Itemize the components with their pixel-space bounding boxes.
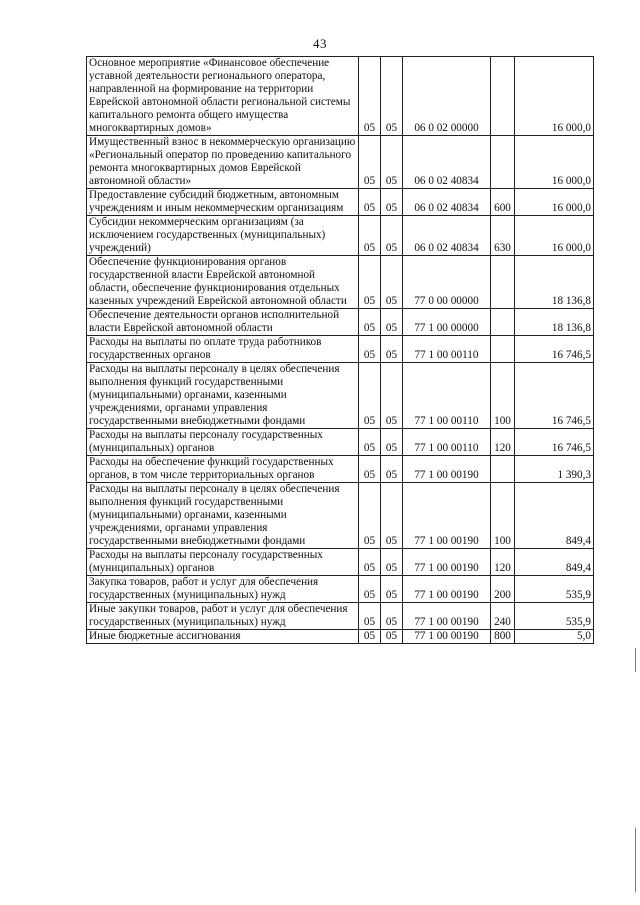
cell-name: Иные бюджетные ассигнования [87, 630, 359, 644]
cell-target-article: 06 0 02 00000 [403, 57, 491, 136]
table-row [87, 309, 594, 336]
margin-mark [635, 828, 636, 892]
cell-amount: 18 136,8 [515, 256, 594, 309]
cell-name: Обеспечение деятельности органов исполнительной власти Еврейской автономной области [87, 309, 359, 336]
cell-target-article: 77 1 00 00190 [403, 603, 491, 630]
table-row [87, 630, 594, 644]
cell-expense-type: 200 [491, 576, 515, 603]
cell-name: Основное мероприятие «Финансовое обеспечение уставной деятельности регионального оператора, направленной на формирование на территории Еврейской автономной области региональной системы капитального ремонта общего имущества многоквартирных домов» [87, 57, 359, 136]
cell-section: 05 [359, 576, 381, 603]
table-row [87, 456, 594, 483]
cell-section: 05 [359, 216, 381, 256]
table-row [87, 576, 594, 603]
cell-subsection: 05 [381, 57, 403, 136]
cell-amount: 849,4 [515, 483, 594, 549]
cell-name: Имущественный взнос в некоммерческую организацию «Региональный оператор по проведению капитального ремонта многоквартирных домов Еврейской автономной области» [87, 136, 359, 189]
cell-target-article: 77 1 00 00190 [403, 630, 491, 644]
table-row [87, 136, 594, 189]
cell-amount: 16 746,5 [515, 429, 594, 456]
cell-expense-type [491, 136, 515, 189]
cell-expense-type [491, 57, 515, 136]
cell-subsection: 05 [381, 363, 403, 429]
cell-name: Расходы на выплаты персоналу в целях обеспечения выполнения функций государственными (муниципальными) органами, казенными учреждениями, органами управления государственными внебюджетными фондами [87, 483, 359, 549]
cell-expense-type [491, 456, 515, 483]
table-row [87, 549, 594, 576]
cell-name: Расходы на выплаты персоналу в целях обеспечения выполнения функций государственными (муниципальными) органами, казенными учреждениями, органами управления государственными внебюджетными фондами [87, 363, 359, 429]
cell-target-article: 77 1 00 00190 [403, 576, 491, 603]
table-row [87, 483, 594, 549]
table-row [87, 336, 594, 363]
cell-section: 05 [359, 309, 381, 336]
cell-target-article: 77 1 00 00110 [403, 363, 491, 429]
table-row [87, 216, 594, 256]
cell-name: Субсидии некоммерческим организациям (за исключением государственных (муниципальных) учреждений) [87, 216, 359, 256]
cell-expense-type [491, 256, 515, 309]
cell-expense-type: 120 [491, 549, 515, 576]
cell-subsection: 05 [381, 456, 403, 483]
cell-section: 05 [359, 429, 381, 456]
cell-subsection: 05 [381, 336, 403, 363]
cell-target-article: 77 0 00 00000 [403, 256, 491, 309]
cell-amount: 1 390,3 [515, 456, 594, 483]
cell-section: 05 [359, 189, 381, 216]
cell-section: 05 [359, 549, 381, 576]
cell-subsection: 05 [381, 309, 403, 336]
cell-expense-type: 100 [491, 363, 515, 429]
cell-amount: 16 000,0 [515, 189, 594, 216]
cell-amount: 849,4 [515, 549, 594, 576]
cell-name: Расходы на обеспечение функций государственных органов, в том числе территориальных органов [87, 456, 359, 483]
cell-target-article: 77 1 00 00000 [403, 309, 491, 336]
cell-subsection: 05 [381, 630, 403, 644]
cell-target-article: 77 1 00 00190 [403, 549, 491, 576]
cell-subsection: 05 [381, 189, 403, 216]
cell-expense-type [491, 309, 515, 336]
cell-section: 05 [359, 136, 381, 189]
cell-expense-type: 600 [491, 189, 515, 216]
cell-amount: 16 746,5 [515, 336, 594, 363]
table-row [87, 363, 594, 429]
table-row [87, 603, 594, 630]
cell-amount: 16 000,0 [515, 216, 594, 256]
table-row [87, 57, 594, 136]
cell-target-article: 77 1 00 00190 [403, 483, 491, 549]
cell-expense-type: 120 [491, 429, 515, 456]
table-row [87, 256, 594, 309]
cell-amount: 18 136,8 [515, 309, 594, 336]
cell-target-article: 06 0 02 40834 [403, 189, 491, 216]
cell-subsection: 05 [381, 216, 403, 256]
cell-name: Расходы на выплаты по оплате труда работников государственных органов [87, 336, 359, 363]
cell-name: Предоставление субсидий бюджетным, автономным учреждениям и иным некоммерческим организациям [87, 189, 359, 216]
cell-expense-type: 240 [491, 603, 515, 630]
cell-expense-type: 100 [491, 483, 515, 549]
cell-section: 05 [359, 256, 381, 309]
cell-target-article: 06 0 02 40834 [403, 136, 491, 189]
cell-name: Закупка товаров, работ и услуг для обеспечения государственных (муниципальных) нужд [87, 576, 359, 603]
cell-section: 05 [359, 57, 381, 136]
cell-subsection: 05 [381, 256, 403, 309]
cell-section: 05 [359, 363, 381, 429]
cell-amount: 5,0 [515, 630, 594, 644]
cell-expense-type: 800 [491, 630, 515, 644]
cell-name: Обеспечение функционирования органов государственной власти Еврейской автономной области, обеспечение функционирования отдельных казенных учреждений Еврейской автономной области [87, 256, 359, 309]
margin-mark [635, 648, 636, 672]
cell-target-article: 77 1 00 00110 [403, 429, 491, 456]
cell-name: Расходы на выплаты персоналу государственных (муниципальных) органов [87, 429, 359, 456]
cell-target-article: 06 0 02 40834 [403, 216, 491, 256]
cell-name: Иные закупки товаров, работ и услуг для обеспечения государственных (муниципальных) нужд [87, 603, 359, 630]
cell-subsection: 05 [381, 549, 403, 576]
cell-section: 05 [359, 603, 381, 630]
cell-subsection: 05 [381, 429, 403, 456]
table-row [87, 189, 594, 216]
budget-table-body [87, 57, 594, 644]
cell-section: 05 [359, 336, 381, 363]
table-row [87, 429, 594, 456]
cell-subsection: 05 [381, 603, 403, 630]
cell-target-article: 77 1 00 00190 [403, 456, 491, 483]
page-number: 43 [313, 36, 327, 51]
cell-amount: 16 746,5 [515, 363, 594, 429]
cell-amount: 16 000,0 [515, 136, 594, 189]
cell-expense-type: 630 [491, 216, 515, 256]
cell-target-article: 77 1 00 00110 [403, 336, 491, 363]
cell-name: Расходы на выплаты персоналу государственных (муниципальных) органов [87, 549, 359, 576]
budget-table [86, 56, 594, 644]
cell-subsection: 05 [381, 136, 403, 189]
cell-section: 05 [359, 630, 381, 644]
cell-amount: 535,9 [515, 603, 594, 630]
cell-subsection: 05 [381, 483, 403, 549]
cell-section: 05 [359, 456, 381, 483]
cell-amount: 16 000,0 [515, 57, 594, 136]
cell-section: 05 [359, 483, 381, 549]
cell-subsection: 05 [381, 576, 403, 603]
cell-amount: 535,9 [515, 576, 594, 603]
cell-expense-type [491, 336, 515, 363]
